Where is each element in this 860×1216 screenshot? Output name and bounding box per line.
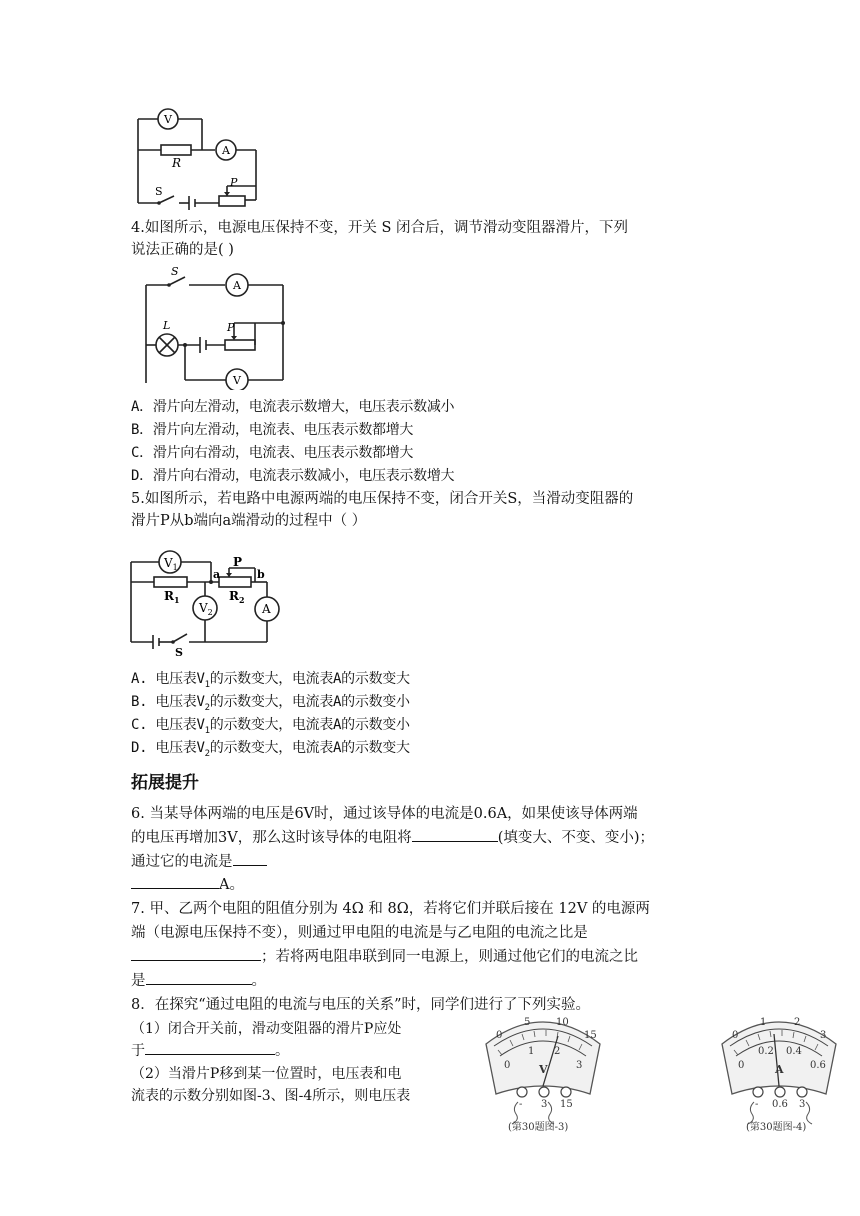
q5-option-b: B. 电压表$V_2$的示数变大，电流表A的示数变小 <box>131 694 410 713</box>
q4-option-a: A．滑片向左滑动，电流表示数增大，电压表示数减小 <box>131 399 455 415</box>
q7-line2: 端（电源电压保持不变），则通过甲电阻的电流是与乙电阻的电流之比是 <box>131 925 588 941</box>
q8-part2-line2: 流表的示数分别如图-3、图-4所示，则电压表 <box>131 1088 411 1104</box>
q4-label-p: P <box>227 321 235 334</box>
volt-outer-5: 5 <box>524 1017 531 1028</box>
amp-terminal-neg: - <box>755 1099 759 1110</box>
q7-line4: 是 。 <box>131 970 266 992</box>
q5-option-c: C. 电压表$V_1$的示数变大，电流表A的示数变小 <box>131 717 410 736</box>
q8-part1-line2: 于 。 <box>131 1040 289 1062</box>
q4-label-l: L <box>163 319 171 332</box>
amp-caption: (第30题图-4) <box>746 1122 807 1133</box>
q5-label-a-point: a <box>213 568 221 581</box>
q5-stem-line1: 5.如图所示，若电路中电源两端的电压保持不变，闭合开关S，当滑动变阻器的 <box>131 491 634 507</box>
q5-label-ammeter: A <box>262 602 271 616</box>
q6-line3: 通过它的电流是 <box>131 851 267 873</box>
q5-label-v1: $V_1$ <box>164 556 178 572</box>
q6-blank-current-b[interactable] <box>131 874 219 889</box>
amp-terminal-3: 3 <box>799 1099 806 1110</box>
q4-label-v: V <box>233 374 241 387</box>
q4-stem-line2: 说法正确的是( ) <box>131 242 234 258</box>
q7-blank-parallel-ratio[interactable] <box>131 946 261 961</box>
volt-unit: V <box>539 1063 548 1076</box>
section-title: 拓展提升 <box>131 773 199 793</box>
volt-caption: (第30题图-3) <box>508 1122 569 1133</box>
amp-inner-0-2: 0.2 <box>758 1046 774 1057</box>
circuit-diagram-q4 <box>143 265 293 390</box>
q6-line2: 的电压再增加3V，那么这时该导体的电阻将 (填变大、不变、变小)； <box>131 827 654 849</box>
volt-outer-0: 0 <box>496 1030 503 1041</box>
q5-label-p: P <box>233 555 243 569</box>
q4-label-a: A <box>233 279 241 292</box>
q4-label-s: S <box>171 265 179 278</box>
q5-label-b-point: b <box>257 568 265 581</box>
q5-option-d: D. 电压表$V_2$的示数变大，电流表A的示数变大 <box>131 740 410 759</box>
volt-terminal-3: 3 <box>541 1099 548 1110</box>
q8-line1: 8．在探究“通过电阻的电流与电压的关系”时，同学们进行了下列实验。 <box>131 997 591 1013</box>
ammeter-figure <box>714 1006 844 1134</box>
q4-option-b: B．滑片向左滑动，电流表、电压表示数都增大 <box>131 422 414 438</box>
volt-inner-1: 1 <box>528 1046 535 1057</box>
volt-outer-15: 15 <box>584 1030 597 1041</box>
volt-terminal-neg: - <box>519 1099 523 1110</box>
q6-blank-current-a[interactable] <box>233 851 267 866</box>
amp-inner-0-4: 0.4 <box>786 1046 802 1057</box>
amp-outer-0: 0 <box>732 1030 739 1041</box>
q5-option-a: A. 电压表$V_1$的示数变大，电流表A的示数变大 <box>131 671 410 690</box>
q5-label-r1: $R_1$ <box>164 589 180 605</box>
q5-label-v2: $V_2$ <box>199 601 213 617</box>
q5-label-s: S <box>175 646 183 658</box>
q5-label-r2: $R_2$ <box>229 589 245 605</box>
q8-part2-line1: （2）当滑片P移到某一位置时，电压表和电 <box>131 1066 402 1082</box>
amp-terminal-0-6: 0.6 <box>772 1099 788 1110</box>
q4-option-d: D．滑片向右滑动，电流表示数减小，电压表示数增大 <box>131 468 455 484</box>
voltmeter-figure <box>478 1006 608 1134</box>
volt-inner-3: 3 <box>576 1060 583 1071</box>
label-a: A <box>222 144 230 157</box>
label-r: R <box>172 156 182 170</box>
volt-inner-0: 0 <box>504 1060 511 1071</box>
amp-outer-2: 2 <box>794 1017 801 1028</box>
amp-inner-0: 0 <box>738 1060 745 1071</box>
circuit-diagram-top <box>135 103 265 213</box>
amp-outer-1: 1 <box>760 1017 767 1028</box>
q4-option-c: C．滑片向右滑动，电流表、电压表示数都增大 <box>131 445 414 461</box>
circuit-diagram-q5 <box>127 548 287 658</box>
q8-part1-line1: （1）闭合开关前，滑动变阻器的滑片P应处 <box>131 1021 402 1037</box>
q7-blank-series-ratio[interactable] <box>146 970 252 985</box>
q7-line1: 7. 甲、乙两个电阻的阻值分别为 4Ω 和 8Ω，若将它们并联后接在 12V 的电源两 <box>131 901 650 917</box>
amp-inner-0-6: 0.6 <box>810 1060 826 1071</box>
volt-inner-2: 2 <box>554 1046 561 1057</box>
q5-stem-line2: 滑片P从b端向a端滑动的过程中（ ） <box>131 513 367 529</box>
q6-line1: 6. 当某导体两端的电压是6V时，通过该导体的电流是0.6A，如果使该导体两端 <box>131 806 638 822</box>
q4-stem-line1: 4.如图所示，电源电压保持不变，开关 S 闭合后，调节滑动变阻器滑片，下列 <box>131 220 628 236</box>
label-p: P <box>230 176 238 189</box>
label-v: V <box>164 113 172 126</box>
amp-outer-3: 3 <box>820 1030 827 1041</box>
amp-unit: A <box>775 1063 784 1076</box>
q7-line3: ；若将两电阻串联到同一电源上，则通过他它们的电流之比 <box>131 946 638 968</box>
volt-outer-10: 10 <box>556 1017 569 1028</box>
label-s: S <box>155 185 163 198</box>
q6-line4: A。 <box>131 874 244 896</box>
volt-terminal-15: 15 <box>560 1099 573 1110</box>
q6-blank-resistance[interactable] <box>412 827 498 842</box>
q8-blank-slider-position[interactable] <box>145 1040 275 1055</box>
